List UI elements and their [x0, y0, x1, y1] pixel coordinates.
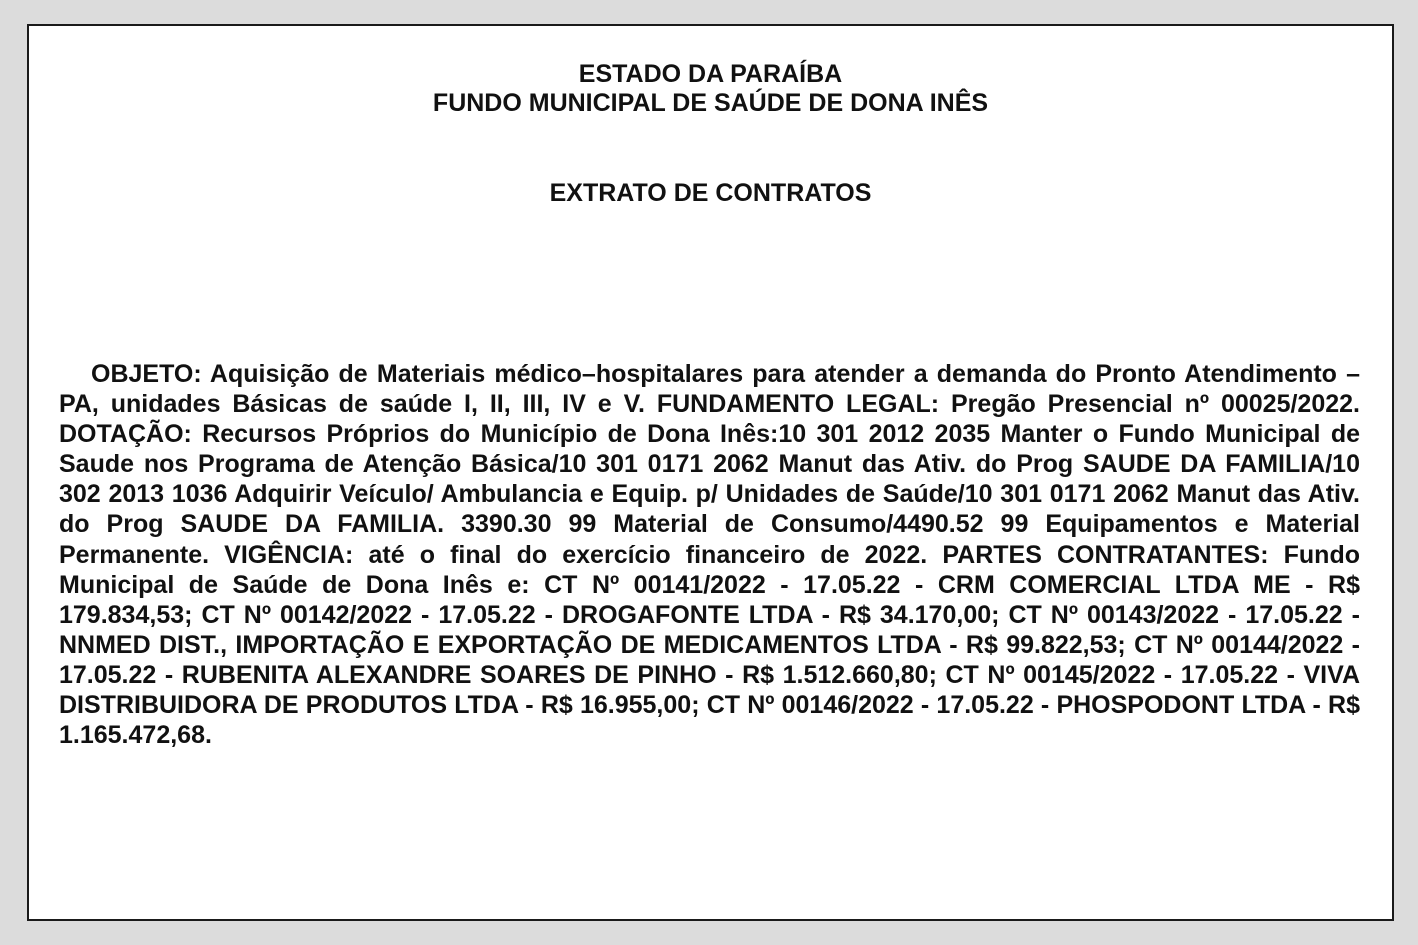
notice-header [29, 60, 1392, 118]
header-state-line: ESTADO DA PARAÍBA [578, 60, 843, 88]
notice-frame [27, 24, 1394, 921]
notice-body: OBJETO: Aquisição de Materiais médico–hospitalares para atender a demanda do Pronto Atendimento – PA, unidades Básicas de saúde I, II, III, IV e V. FUNDAMENTO LEGAL: Pregão Presencial nº 00025/2022. DOTAÇÃO: Recursos Próprios do Município de Dona Inês:10 301 2012 2035 Manter o Fundo Municipal de Saude nos Programa de Atenção Básica/10 301 0171 2062 Manut das Ativ. do Prog SAUDE DA FAMILIA/10 302 2013 1036 Adquirir Veículo/ Ambulancia e Equip. p/ Unidades de Saúde/10 301 0171 2062 Manut das Ativ. do Prog SAUDE DA FAMILIA. 3390.30 99 Material de Consumo/4490.52 99 Equipamentos e Material Permanente. VIGÊNCIA: até o final do exercício financeiro de 2022. PARTES CONTRATANTES: Fundo Municipal de Saúde de Dona Inês e: CT Nº 00141/2022 - 17.05.22 - CRM COMERCIAL LTDA ME - R$ 179.834,53; CT Nº 00142/2022 - 17.05.22 - DROGAFONTE LTDA - R$ 34.170,00; CT Nº 00143/2022 - 17.05.22 - NNMED DIST., IMPORTAÇÃO E EXPORTAÇÃO DE MEDICAMENTOS LTDA - R$ 99.822,53; CT Nº 00144/2022 - 17.05.22 - RUBENITA ALEXANDRE SOARES DE PINHO - R$ 1.512.660,80; CT Nº 00145/2022 - 17.05.22 - VIVA DISTRIBUIDORA DE PRODUTOS LTDA - R$ 16.955,00; CT Nº 00146/2022 - 17.05.22 - PHOSPODONT LTDA - R$ 1.165.472,68. [59, 360, 1360, 750]
notice-title: EXTRATO DE CONTRATOS [549, 179, 872, 207]
header-fund-line: FUNDO MUNICIPAL DE SAÚDE DE DONA INÊS [432, 89, 989, 117]
